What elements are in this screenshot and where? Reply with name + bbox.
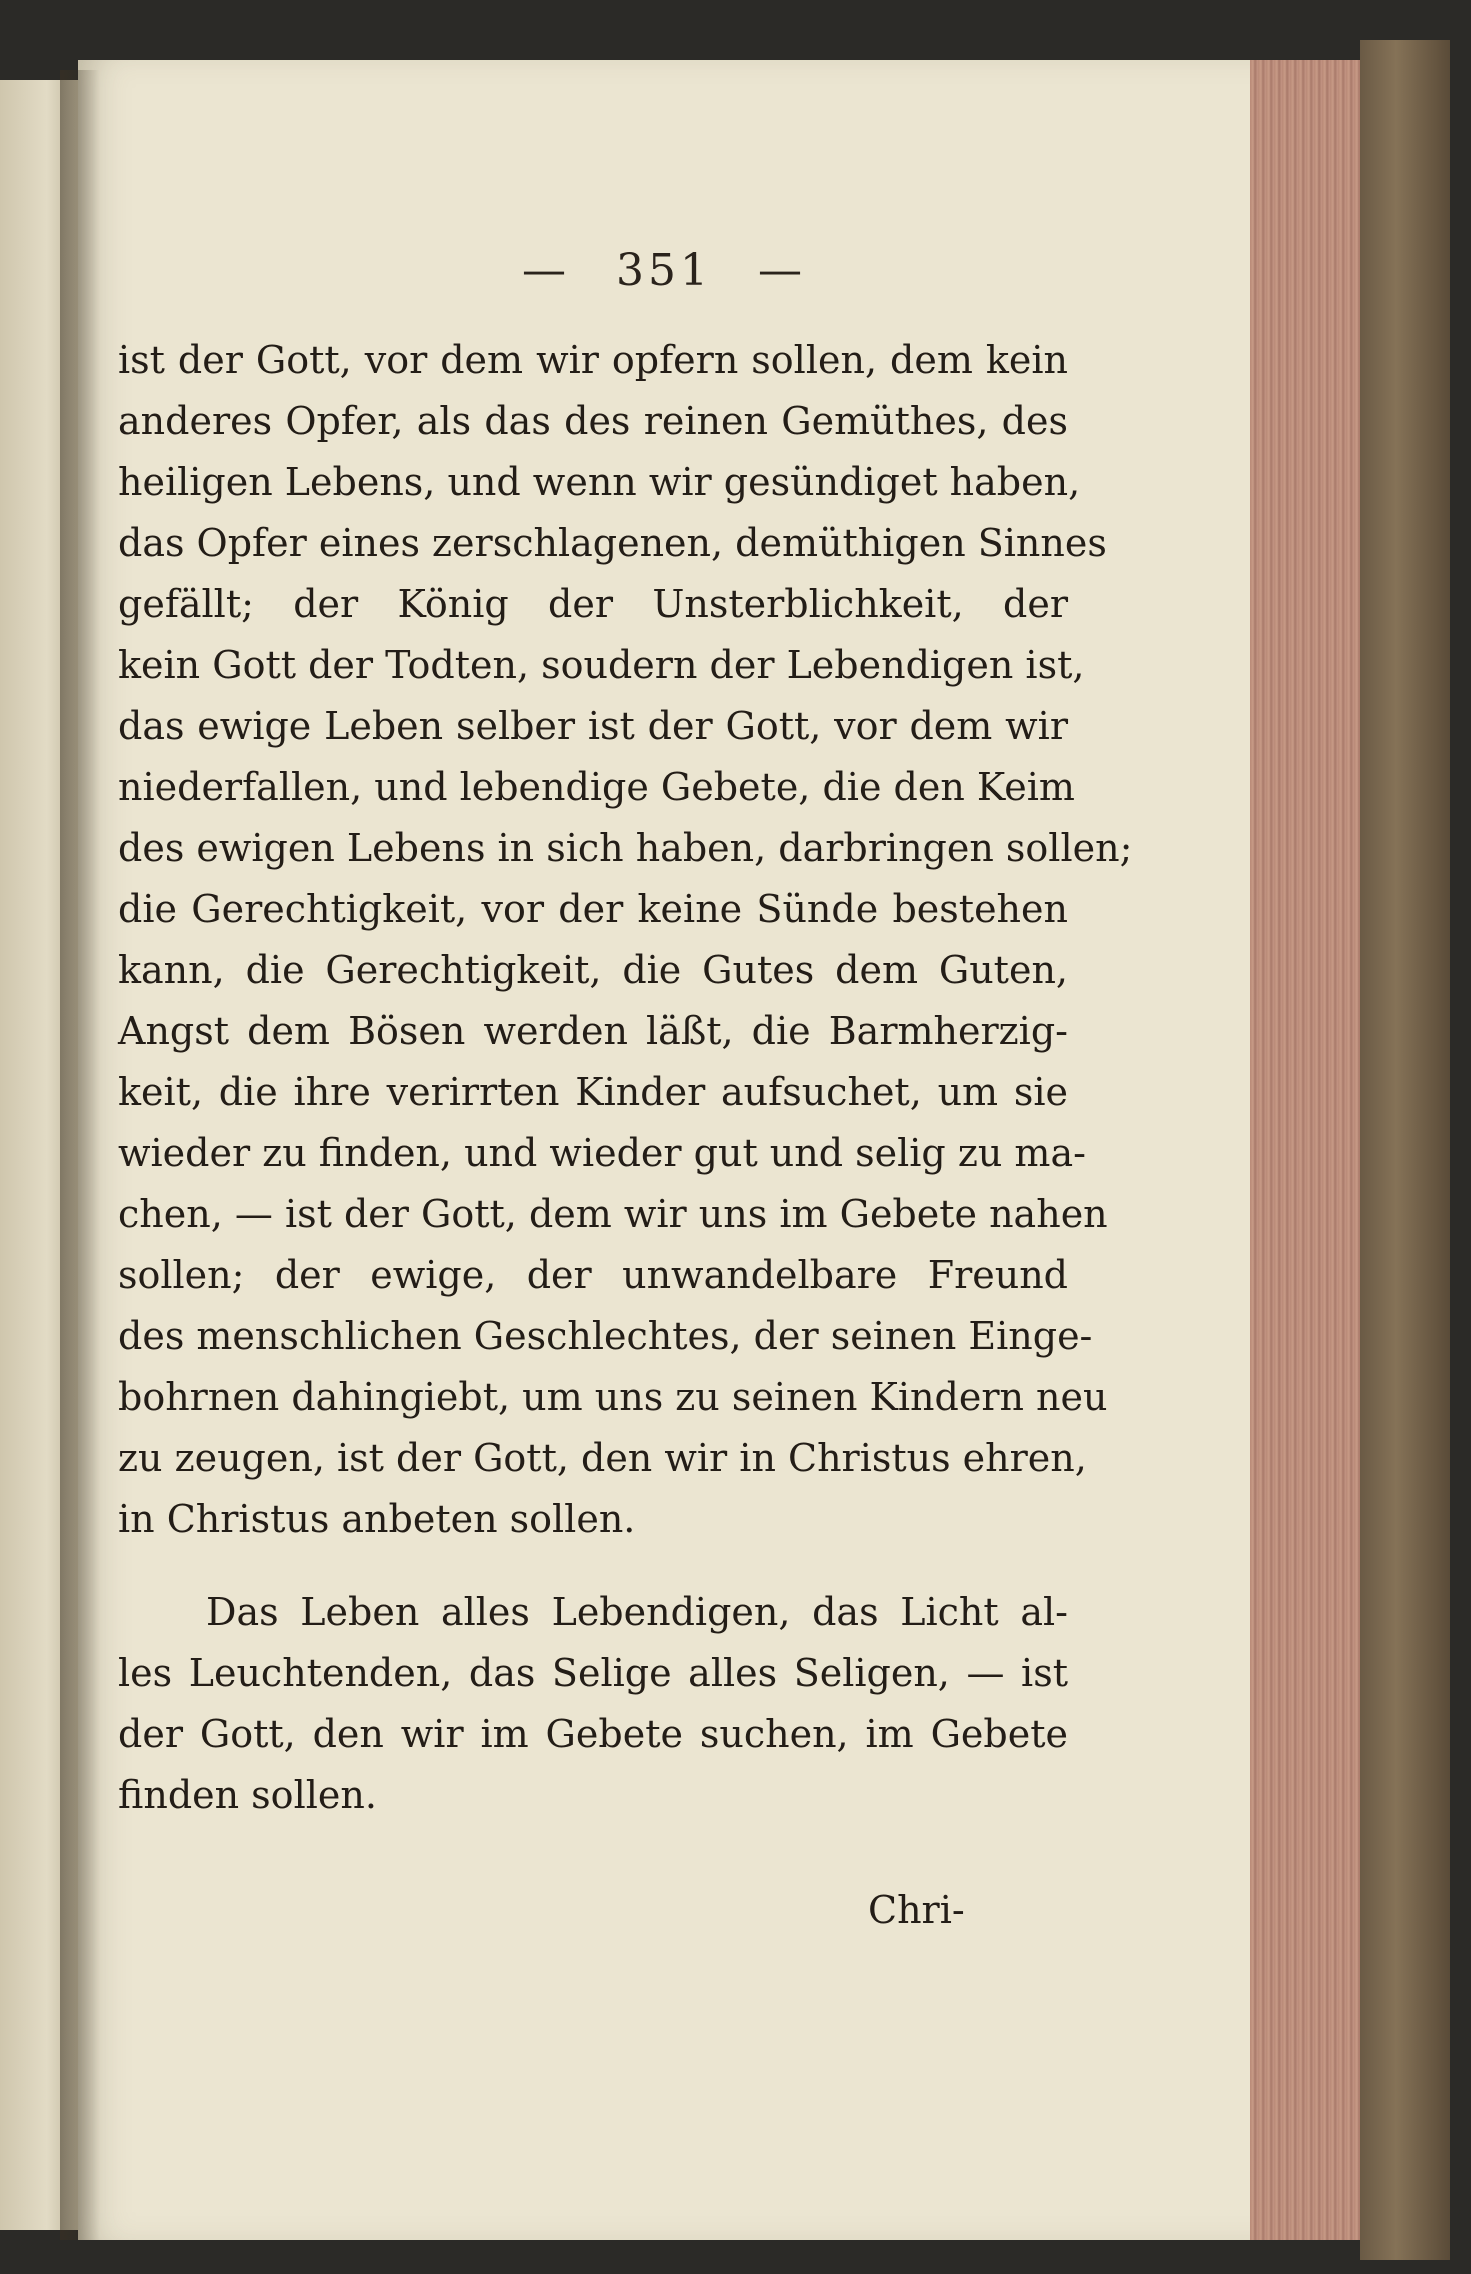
- book-cover-edge: [1360, 40, 1450, 2260]
- page-number: 351: [616, 245, 712, 296]
- text-line: keit, die ihre verirrten Kinder aufsuchet, um sie: [118, 1070, 1068, 1114]
- page-fore-edge: [1250, 60, 1360, 2240]
- text-line: des menschlichen Geschlechtes, der seinen Einge-: [118, 1314, 1093, 1358]
- text-line: anderes Opfer, als das des reinen Gemüthes, des: [118, 399, 1068, 443]
- text-line: finden sollen.: [118, 1773, 377, 1817]
- text-line: Angst dem Bösen werden läßt, die Barmherzig-: [118, 1009, 1068, 1053]
- text-line: chen, — ist der Gott, dem wir uns im Gebete nahen: [118, 1192, 1108, 1236]
- text-line: wieder zu finden, und wieder gut und selig zu ma-: [118, 1131, 1086, 1175]
- text-line: zu zeugen, ist der Gott, den wir in Christus ehren,: [118, 1436, 1087, 1480]
- text-line: das Opfer eines zerschlagenen, demüthigen Sinnes: [118, 521, 1107, 565]
- text-line: ist der Gott, vor dem wir opfern sollen, dem kein: [118, 338, 1068, 382]
- text-line: heiligen Lebens, und wenn wir gesündiget haben,: [118, 460, 1081, 504]
- text-line: gefällt; der König der Unsterblichkeit, der: [118, 582, 1068, 626]
- page-header: [78, 245, 1250, 296]
- header-dash-right: —: [757, 245, 806, 296]
- text-line: in Christus anbeten sollen.: [118, 1497, 636, 1541]
- text-line: sollen; der ewige, der unwandelbare Freund: [118, 1253, 1068, 1297]
- text-line: Das Leben alles Lebendigen, das Licht al-: [206, 1590, 1068, 1634]
- header-dash-left: —: [522, 245, 570, 296]
- paragraph-1: [118, 330, 1133, 1550]
- gutter-shadow: [60, 70, 100, 2240]
- text-line: der Gott, den wir im Gebete suchen, im Gebete: [118, 1712, 1068, 1756]
- paragraph-2: [118, 1582, 1068, 1826]
- text-line: les Leuchtenden, das Selige alles Seligen, — ist: [118, 1651, 1068, 1695]
- text-line: des ewigen Lebens in sich haben, darbringen sollen;: [118, 826, 1133, 870]
- text-line: kann, die Gerechtigkeit, die Gutes dem Guten,: [118, 948, 1068, 992]
- text-line: bohrnen dahingiebt, um uns zu seinen Kindern neu: [118, 1375, 1108, 1419]
- text-line: das ewige Leben selber ist der Gott, vor dem wir: [118, 704, 1068, 748]
- text-line: die Gerechtigkeit, vor der keine Sünde bestehen: [118, 887, 1068, 931]
- text-line: kein Gott der Todten, soudern der Lebendigen ist,: [118, 643, 1085, 687]
- text-line: niederfallen, und lebendige Gebete, die den Keim: [118, 765, 1075, 809]
- catchword: Chri-: [868, 1888, 965, 1932]
